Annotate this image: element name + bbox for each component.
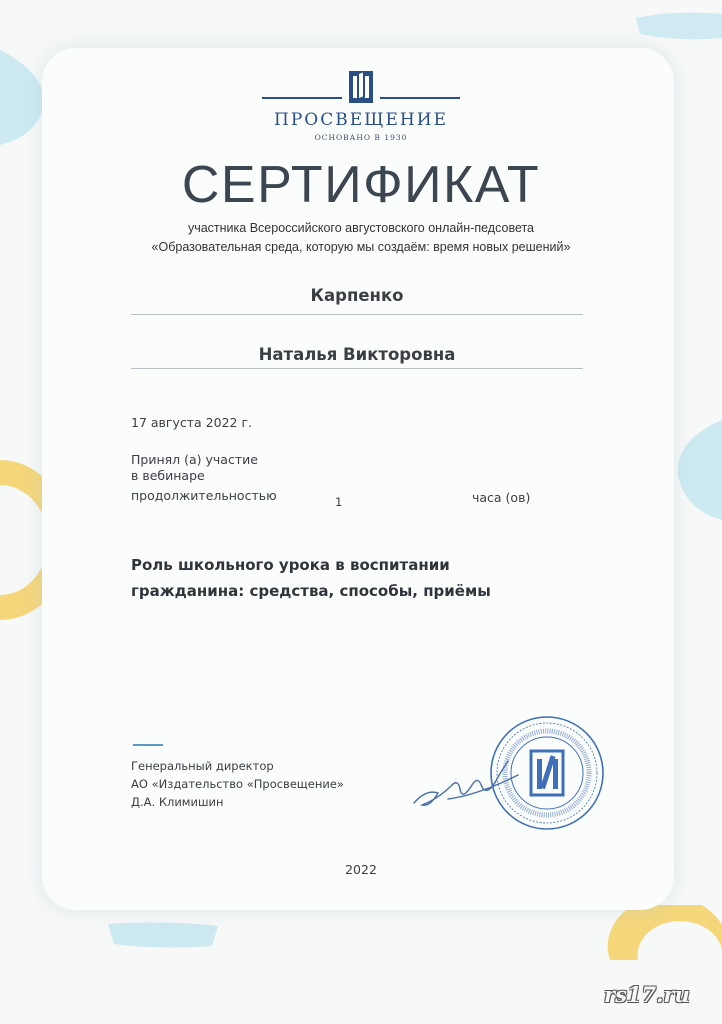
last-name-rule bbox=[131, 314, 583, 315]
signatory-organization: АО «Издательство «Просвещение» bbox=[131, 777, 344, 791]
participation-line-2: в вебинаре bbox=[131, 468, 205, 483]
company-seal-icon bbox=[487, 713, 607, 833]
decor-teal-right bbox=[670, 420, 722, 520]
webinar-topic bbox=[131, 552, 491, 604]
participation-line-3: продолжительностью bbox=[131, 488, 277, 503]
decor-teal-top-right bbox=[630, 8, 722, 46]
recipient-last-name: Карпенко bbox=[310, 286, 404, 305]
signatory-position: Генеральный директор bbox=[131, 759, 274, 773]
event-date: 17 августа 2022 г. bbox=[131, 415, 252, 430]
subtitle-line-2: «Образовательная среда, которую мы создаём: время новых решений» bbox=[151, 240, 571, 254]
participation-line-1: Принял (а) участие bbox=[131, 452, 258, 467]
decor-yellow-bottom-right bbox=[600, 905, 722, 960]
subtitle-line-1: участника Всероссийского августовского онлайн-педсовета bbox=[187, 221, 535, 235]
first-name-rule bbox=[131, 368, 583, 369]
recipient-first-middle-name: Наталья Викторовна bbox=[258, 345, 456, 364]
brand-founded: ОСНОВАНО В 1930 bbox=[314, 133, 408, 142]
brand-name: ПРОСВЕЩЕНИЕ bbox=[274, 110, 448, 130]
site-watermark: rs17.ru bbox=[604, 982, 690, 1007]
topic-line-1: Роль школьного урока в воспитании bbox=[131, 556, 450, 574]
footer-year: 2022 bbox=[345, 862, 377, 877]
topic-line-2: гражданина: средства, способы, приёмы bbox=[131, 582, 491, 600]
prosveshchenie-logo-icon bbox=[348, 70, 374, 106]
signatory-accent-rule bbox=[133, 744, 163, 746]
duration-value: 1 bbox=[335, 495, 343, 509]
signatory-name: Д.А. Климишин bbox=[131, 795, 224, 809]
certificate-title: СЕРТИФИКАТ bbox=[181, 156, 541, 214]
decor-teal-bottom-left bbox=[108, 920, 218, 950]
duration-unit: часа (ов) bbox=[472, 490, 531, 505]
logo-rule bbox=[262, 97, 460, 99]
brand-logo bbox=[262, 70, 460, 150]
